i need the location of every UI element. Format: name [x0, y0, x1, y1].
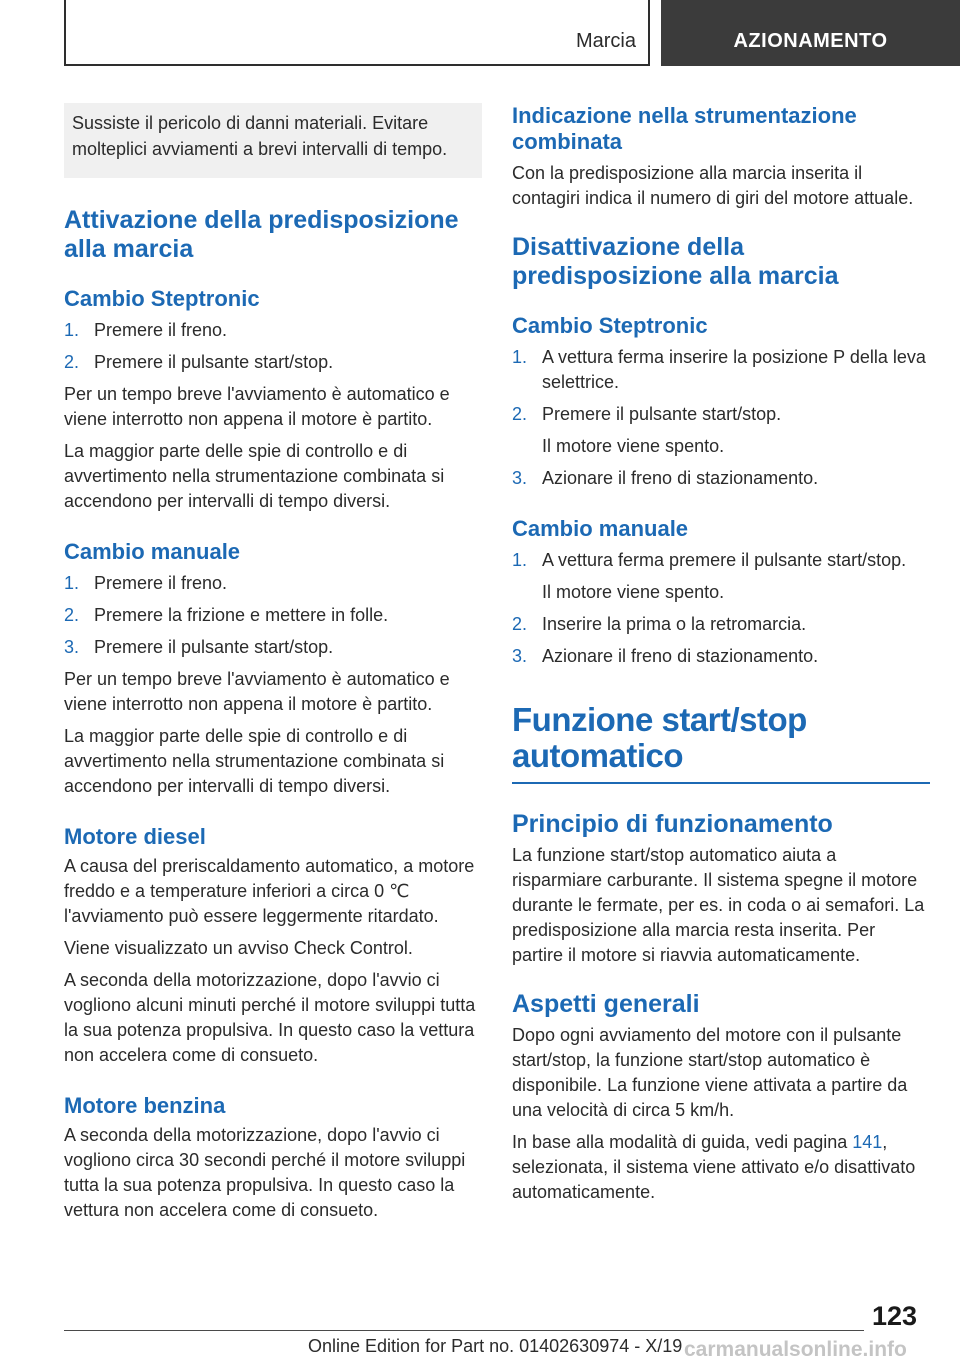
step-number: 2.: [512, 614, 528, 634]
step-text: Azionare il freno di stazionamento.: [542, 646, 819, 666]
heading-autostartstop: Funzione start/stop automatico: [512, 701, 807, 774]
step-number: 3.: [512, 468, 528, 488]
paragraph: La funzione start/stop automatico aiuta a risparmiare carburante. Il sistema spegne il motore durante le fermate, per es. in coda o ai semafori. La predisposizione alla marcia resta inserita. Per partire il motore si riavvia automaticamente.: [512, 845, 925, 965]
header-section-title: Marcia: [575, 30, 636, 52]
manual-steps: [512, 548, 930, 669]
heading-steptronic: Cambio Steptronic: [512, 313, 708, 338]
paragraph: A causa del preriscaldamento automatico, a motore freddo e a temperature inferiori a circa 0 ℃ l'avviamento può essere leggermente ritardato.: [64, 856, 475, 926]
left-column: [64, 103, 482, 1223]
step-text: A vettura ferma premere il pulsante start/stop.: [542, 550, 907, 570]
step-number: 2.: [64, 605, 80, 625]
list-item: [64, 571, 482, 596]
list-item: [64, 318, 482, 343]
paragraph: Per un tempo breve l'avviamento è automatico e viene interrotto non appena il motore è partito.: [64, 669, 450, 714]
list-item: [512, 612, 930, 637]
list-item: [512, 466, 930, 491]
paragraph-driving-mode: [512, 1130, 930, 1205]
paragraph: La maggior parte delle spie di controllo e di avvertimento nella strumentazione combinata si accendono per intervalli di tempo diversi.: [64, 726, 445, 796]
paragraph: A seconda della motorizzazione, dopo l'avvio ci vogliono alcuni minuti perché il motore sviluppi tutta la sua potenza propulsiva. In questo caso la vettura non accelera come di consueto.: [64, 970, 476, 1065]
step-text: A vettura ferma inserire la posizione P della leva selettrice.: [542, 347, 926, 392]
page-reference-link[interactable]: 141: [852, 1132, 883, 1152]
steptronic-steps: [512, 345, 930, 491]
list-item: [64, 635, 482, 660]
warning-box: Sussiste il pericolo di danni materiali. Evitare molteplici avviamenti a brevi intervalli di tempo.: [64, 103, 482, 178]
step-note: [512, 580, 930, 605]
text-after-link: , selezionata, il sistema viene attivato e/o disattivato automaticamente.: [512, 1132, 916, 1202]
header-chapter-box: [661, 0, 960, 66]
step-number: 3.: [64, 637, 80, 657]
list-item: [512, 345, 930, 395]
step-number: 1.: [512, 347, 528, 367]
heading-activation: Attivazione della predisposizione alla marcia: [64, 206, 459, 263]
list-item: [512, 644, 930, 669]
heading-steptronic: Cambio Steptronic: [64, 286, 260, 311]
section-divider: [512, 782, 930, 784]
paragraph: Viene visualizzato un avviso Check Control.: [64, 938, 413, 958]
paragraph: A seconda della motorizzazione, dopo l'avvio ci vogliono circa 30 secondi perché il motore sviluppi tutta la sua potenza propulsiva. In questo caso la vettura non accelera come di consueto.: [64, 1125, 466, 1220]
heading-manual: Cambio manuale: [512, 516, 689, 541]
paragraph: La maggior parte delle spie di controllo e di avvertimento nella strumentazione combinata si accendono per intervalli di tempo diversi.: [64, 441, 445, 511]
heading-manual: Cambio manuale: [64, 539, 241, 564]
step-text: Premere il pulsante start/stop.: [94, 352, 334, 372]
step-text: Premere il freno.: [94, 573, 228, 593]
step-text: Premere il pulsante start/stop.: [94, 637, 334, 657]
paragraph: Per un tempo breve l'avviamento è automatico e viene interrotto non appena il motore è partito.: [64, 384, 450, 429]
heading-principle: Principio di funzionamento: [512, 810, 833, 838]
paragraph: Con la predisposizione alla marcia inserita il contagiri indica il numero di giri del motore attuale.: [512, 163, 914, 208]
step-text: Premere il pulsante start/stop.: [542, 404, 782, 424]
header-chapter-title: AZIONAMENTO: [733, 30, 888, 52]
step-note-text: Il motore viene spento.: [542, 582, 725, 602]
page-number: 123: [872, 1301, 918, 1331]
step-text: Inserire la prima o la retromarcia.: [542, 614, 807, 634]
manual-steps: [64, 571, 482, 660]
text-before-link: In base alla modalità di guida, vedi pagina: [512, 1132, 853, 1152]
footer-edition: Online Edition for Part no. 01402630974 - X/19: [308, 1336, 683, 1356]
header-section-box: [64, 0, 650, 66]
steptronic-steps: [64, 318, 482, 375]
step-number: 1.: [512, 550, 528, 570]
right-column: [512, 103, 930, 1205]
list-item: [512, 402, 930, 427]
step-number: 1.: [64, 320, 80, 340]
footer-divider: [64, 1330, 864, 1331]
step-text: Premere la frizione e mettere in folle.: [94, 605, 389, 625]
list-item: [64, 350, 482, 375]
step-note: [512, 434, 930, 459]
step-text: Premere il freno.: [94, 320, 228, 340]
list-item: [512, 548, 930, 573]
heading-petrol: Motore benzina: [64, 1093, 226, 1118]
heading-deactivation: Disattivazione della predisposizione alla marcia: [512, 233, 839, 290]
step-text: Azionare il freno di stazionamento.: [542, 468, 819, 488]
step-number: 3.: [512, 646, 528, 666]
paragraph: Dopo ogni avviamento del motore con il pulsante start/stop, la funzione start/stop automatico è disponibile. La funzione viene attivata a partire da una velocità di circa 5 km/h.: [512, 1025, 908, 1120]
list-item: [64, 603, 482, 628]
step-note-text: Il motore viene spento.: [542, 436, 725, 456]
step-number: 2.: [512, 404, 528, 424]
heading-diesel: Motore diesel: [64, 824, 206, 849]
heading-general: Aspetti generali: [512, 990, 700, 1018]
step-number: 2.: [64, 352, 80, 372]
step-number: 1.: [64, 573, 80, 593]
heading-display: Indicazione nella strumentazione combinata: [512, 103, 857, 154]
watermark-logo: carmanualsonline.info: [684, 1338, 907, 1361]
